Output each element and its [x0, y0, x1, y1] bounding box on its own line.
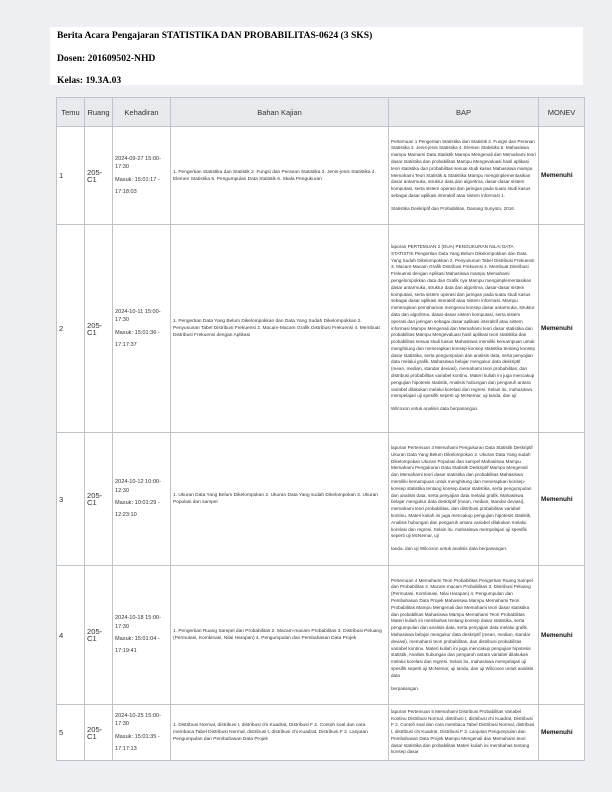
- cell-ruang: 205-C1: [85, 705, 113, 761]
- cell-kehadiran: [113, 705, 171, 761]
- bap-text: Pertemuan 1 Pengertian Statistika dan Statistik 2. Fungsi dan Peranan Statistika 3. Jenis-jenis Statistika 4. Elemen Statistika 5. Mahasiswa mampu Mamami Data Statistik Mampu Mengenali dan Memahami teori dasar statistika dan probabilitas Mampu Mengevaluasi hasil aplikasi teori statistika dan probabilitas sesuai studi kasus Mahasiswa mampu Memahami Teori Statistik & Statistika Mampu mengimplementasikan dasar antarmuka, struktur data dan algoritma, dasar-dasar sistem komputasi, serta sistem operasi dan jaringan pada suatu studi kasus sebagai dasar aplikasi interaktif atau sistem informasi 1.: [391, 138, 536, 198]
- bap-reference: Statistika Deskriptif dan Probabilitas, Danang Sunyoto, 2016: [391, 205, 514, 211]
- cell-bap: [389, 127, 539, 225]
- cell-bap: [389, 433, 539, 566]
- col-header-bap: BAP: [389, 98, 539, 127]
- table-row: [57, 705, 585, 761]
- cell-bap: [389, 225, 539, 433]
- bap-text: laporan PERTEMUAN 2 (DUA) PENGUKURAN NILAI DATA STATISTIK Pengertian Data Yang Belum Dikelompokkan dan Data Yang Sudah Dikelompokkan 2. Penyusunan Tabel Distribusi Frekuensi 3. Macam-Macam Grafik Distribusi Frekuensi 4. Membuat Distribusi Frekuensi dengan Aplikasi Mahasiswa mampu Memahami pengelompokkan data dan Grafik nya Mampu mengimplementasikan dasar antarmuka, struktur data dan algoritma, dasar-dasar sistem komputasi, serta sistem operasi dan jaringan pada suatu studi kasus sebagai dasar aplikasi interaktif atau sistem informasi. Mampu menerapkan pemahaman mengenai konsep dasar antarmuka, struktur data dan algoritma, dasar-dasar sistem komputasi, serta sistem operasi dan jaringan sebagai dasar aplikasi interaktif atau sistem informasi Mampu Mengenali dan Memahami teori dasar statistika dan probabilitas Mampu Mengevaluasi hasil aplikasi teori statistika dan probabilitas sesuai studi kasus Mahasiswa memiliki kemampuan untuk menghitung dan menerapkan konsep-konsep statistika tentang konsep dasar statistika, serta pengumpulan dan analisis data, serta penyajian data melalui grafik. Mahasiswa belajar mengukur data deskriptif (mean, median, standar deviasi), memahami teori probabilitas, dan distribusi probabilitas variabel kontinu. Materi kuliah ini juga mencakup pengujian hipotesis statistik, Analisis hubungan dan pengaruh antara variabel dilakukan melalui korelasi dan regresi. Selain itu, mahasiswa mempelajari uji spesifik seperti uji McNemar, uji tanda, dan uji: [391, 243, 536, 399]
- cell-kehadiran: [113, 127, 171, 225]
- check-out: 12:23:10: [115, 512, 137, 519]
- cell-temu: 3: [57, 433, 85, 566]
- col-header-temu: Temu: [57, 98, 85, 127]
- table-row: [57, 433, 585, 566]
- check-out: 17:19:41: [115, 648, 137, 655]
- cell-temu: 2: [57, 225, 85, 433]
- teaching-report-table: [56, 97, 585, 761]
- cell-monev: Memenuhi: [539, 127, 585, 225]
- schedule-end: 17:30: [115, 164, 129, 171]
- cell-temu: 1: [57, 127, 85, 225]
- schedule-start: 2024-09-27 15:00-: [115, 155, 162, 162]
- cell-ruang: 205-C1: [85, 433, 113, 566]
- col-header-kehadiran: Kehadiran: [113, 98, 171, 127]
- schedule-end: 12:30: [115, 487, 129, 494]
- cell-kehadiran: [113, 566, 171, 705]
- lecturer-id: Dosen: 201609502-NHD: [57, 53, 156, 64]
- col-header-bahan-kajian: Bahan Kajian: [171, 98, 389, 127]
- check-in: Masuk: 15:01:36 -: [115, 329, 160, 336]
- check-in: Masuk: 15:01:17 -: [115, 176, 160, 183]
- schedule-end: 17:30: [115, 721, 129, 728]
- cell-ruang: 205-C1: [85, 127, 113, 225]
- schedule-start: 2024-10-12 10:00-: [115, 479, 162, 486]
- cell-temu: 5: [57, 705, 85, 761]
- cell-monev: Memenuhi: [539, 433, 585, 566]
- check-in: Masuk: 10:01:29 -: [115, 500, 160, 506]
- cell-bahan-kajian: 1. Distribusi Normal, distribusi t, distribusi chi Kuadrat, Distribusi F 2. Contoh soal dan cara membaca Tabel Distribusi Normal, distribusi t, distribusi chi Kuadrat, Distribusi F 3. Lanjutan Pengumpulan dan Pembahasan Data Projek: [171, 705, 389, 761]
- cell-monev: Memenuhi: [539, 225, 585, 433]
- cell-bahan-kajian: 1. Pengertian Statistika dan Statistik 2. Fungsi dan Peranan Statistika 3. Jenis-jenis Statistika 4. Elemen Statistika 5. Pengumpulan Data Statistik 6. Skala Pengukuran: [171, 127, 389, 225]
- cell-bahan-kajian: 1. Pengertian Ruang Sampel dan Probabilitas 2. Macam-macam Probabilitas 3. Distribusi Peluang (Permutasi, Kombinasi, Nilai Harapan) 4. Pengumpulan dan Pembahasan Data Projek: [171, 566, 389, 705]
- table-row: [57, 566, 585, 705]
- check-in: Masuk: 15:01:35 -: [115, 733, 160, 740]
- document-title: Berita Acara Pengajaran STATISTIKA DAN PROBABILITAS-0624 (3 SKS): [57, 30, 373, 41]
- cell-temu: 4: [57, 566, 85, 705]
- cell-bahan-kajian: 1. Pengertian Data Yang Belum Dikelompokkan dan Data Yang Sudah Dikelompokkan 2. Penyusunan Tabel Distribusi Frekuensi 3. Macam-Macam Grafik Distribusi Frekuensi 4. Membuat Distribusi Frekuensi dengan Aplikasi: [171, 225, 389, 433]
- check-out: 17:17:13: [115, 745, 137, 752]
- col-header-monev: MONEV: [539, 98, 585, 127]
- cell-kehadiran: [113, 433, 171, 566]
- bap-text: laporan Pertemuan 3 Memahami Pengukuran Data Statistik Deskriptif Ukuran Data Yang Belum Dikelompokan 2. Ukuran Data Yang sudah Dikelompokan Ukuran Populasi dan sampel Mahasiswa Mampu Memahami Pengukuran Data Statistik Deskriptif Mampu Mengenali dan Memahami teori dasar statistika dan probabilitas Mahasiswa memiliki kemampuan untuk menghitung dan menerapkan konsep-konsep statistika tentang konsep dasar statistika, serta pengumpulan dan analisis data, serta penyajian data melalui grafik. Mahasiswa belajar mengukur data deskriptif (mean, median, standar deviasi), memahami teori probabilitas, dan distribusi probabilitas variabel kontinu. Materi kuliah ini juga mencakup pengujian hipotesis statistik, Analisis hubungan dan pengaruh antara variabel dilakukan melalui korelasi dan regresi. Selain itu, mahasiswa mempelajari uji spesifik seperti uji McNemar, uji: [391, 445, 533, 539]
- schedule-start: 2024-10-11 15:00-: [115, 308, 161, 315]
- table-header-row: [57, 98, 585, 127]
- cell-bap: [389, 566, 539, 705]
- bap-reference: tanda, dan uji Wilcoxon untuk analisis data berpasangan.: [391, 546, 508, 552]
- schedule-end: 17:30: [115, 623, 129, 630]
- schedule-end: 17:30: [115, 317, 129, 324]
- cell-monev: Memenuhi: [539, 566, 585, 705]
- check-in: Masuk: 15:01:04 -: [115, 636, 160, 642]
- bap-reference: berpasangan.: [391, 685, 420, 691]
- class-id: Kelas: 19.3A.03: [57, 75, 122, 86]
- bap-text: laporan Pertemuan 5 Memahami Distribusi Probabilitas Variabel Kontinu Distribusi Normal, distribusi t, distribusi chi Kuadrat, Distribusi F 2. Contoh soal dan cara membaca Tabel Distribusi Normal, distribusi t, distribusi chi Kuadrat, Distribusi F 3. Lanjutan Pengumpulan dan Pembahasan Data Projek Mampu Mengenali dan Memahami teori dasar statistika dan probabilitas Materi kuliah ini membahas tentang konsep dasar: [391, 708, 535, 755]
- cell-monev: Memenuhi: [539, 705, 585, 761]
- col-header-ruang: Ruang: [85, 98, 113, 127]
- cell-ruang: 205-C1: [85, 225, 113, 433]
- cell-bahan-kajian: 1. Ukuran Data Yang Belum Dikelompokan 2. Ukuran Data Yang sudah Dikelompokan 3. Ukuran Populasi dan sampel: [171, 433, 389, 566]
- table-row: [57, 225, 585, 433]
- check-out: 17:18:03: [115, 188, 137, 195]
- cell-ruang: 205-C1: [85, 566, 113, 705]
- table-row: [57, 127, 585, 225]
- cell-bap: [389, 705, 539, 761]
- schedule-start: 2024-10-25 15:00-: [115, 712, 162, 719]
- bap-text: Pertemuan 4 Memahami Teori Probabilitas Pengertian Ruang Sampel dan Probabilitas 2. Macam-macam Probabilitas 3. Distribusi Peluang (Permutasi, Kombinasi, Nilai Harapan) 4. Pengumpulan dan Pembahasan Data Projek Mahasiswa Mampu Memahami Teori Probabilitas Mampu Mengenali dan Memahami teori dasar statistika dan probabilitas Mahasiswa Mampu Memahami Teori Probabilitas Materi kuliah ini membahas tentang konsep dasar statistika, serta pengumpulan dan analisis data, serta penyajian data melalui grafik. Mahasiswa belajar mengukur data deskriptif (mean, median, standar deviasi), memahami teori probabilitas, dan distribusi probabilitas variabel kontinu. Materi kuliah ini juga mencakup pengujian hipotesis statistik, Analisis hubungan dan pengaruh antara variabel dilakukan melalui korelasi dan regresi. Selain itu, mahasiswa mempelajari uji spesifik seperti uji McNemar, uji tanda, dan uji Wilcoxon untuk analisis data: [391, 577, 534, 678]
- bap-reference: Wilcoxon untuk analisis data berpasangan.: [391, 406, 479, 412]
- check-out: 17:17:37: [115, 341, 137, 348]
- cell-kehadiran: [113, 225, 171, 433]
- schedule-start: 2024-10-18 15:00-: [115, 615, 162, 622]
